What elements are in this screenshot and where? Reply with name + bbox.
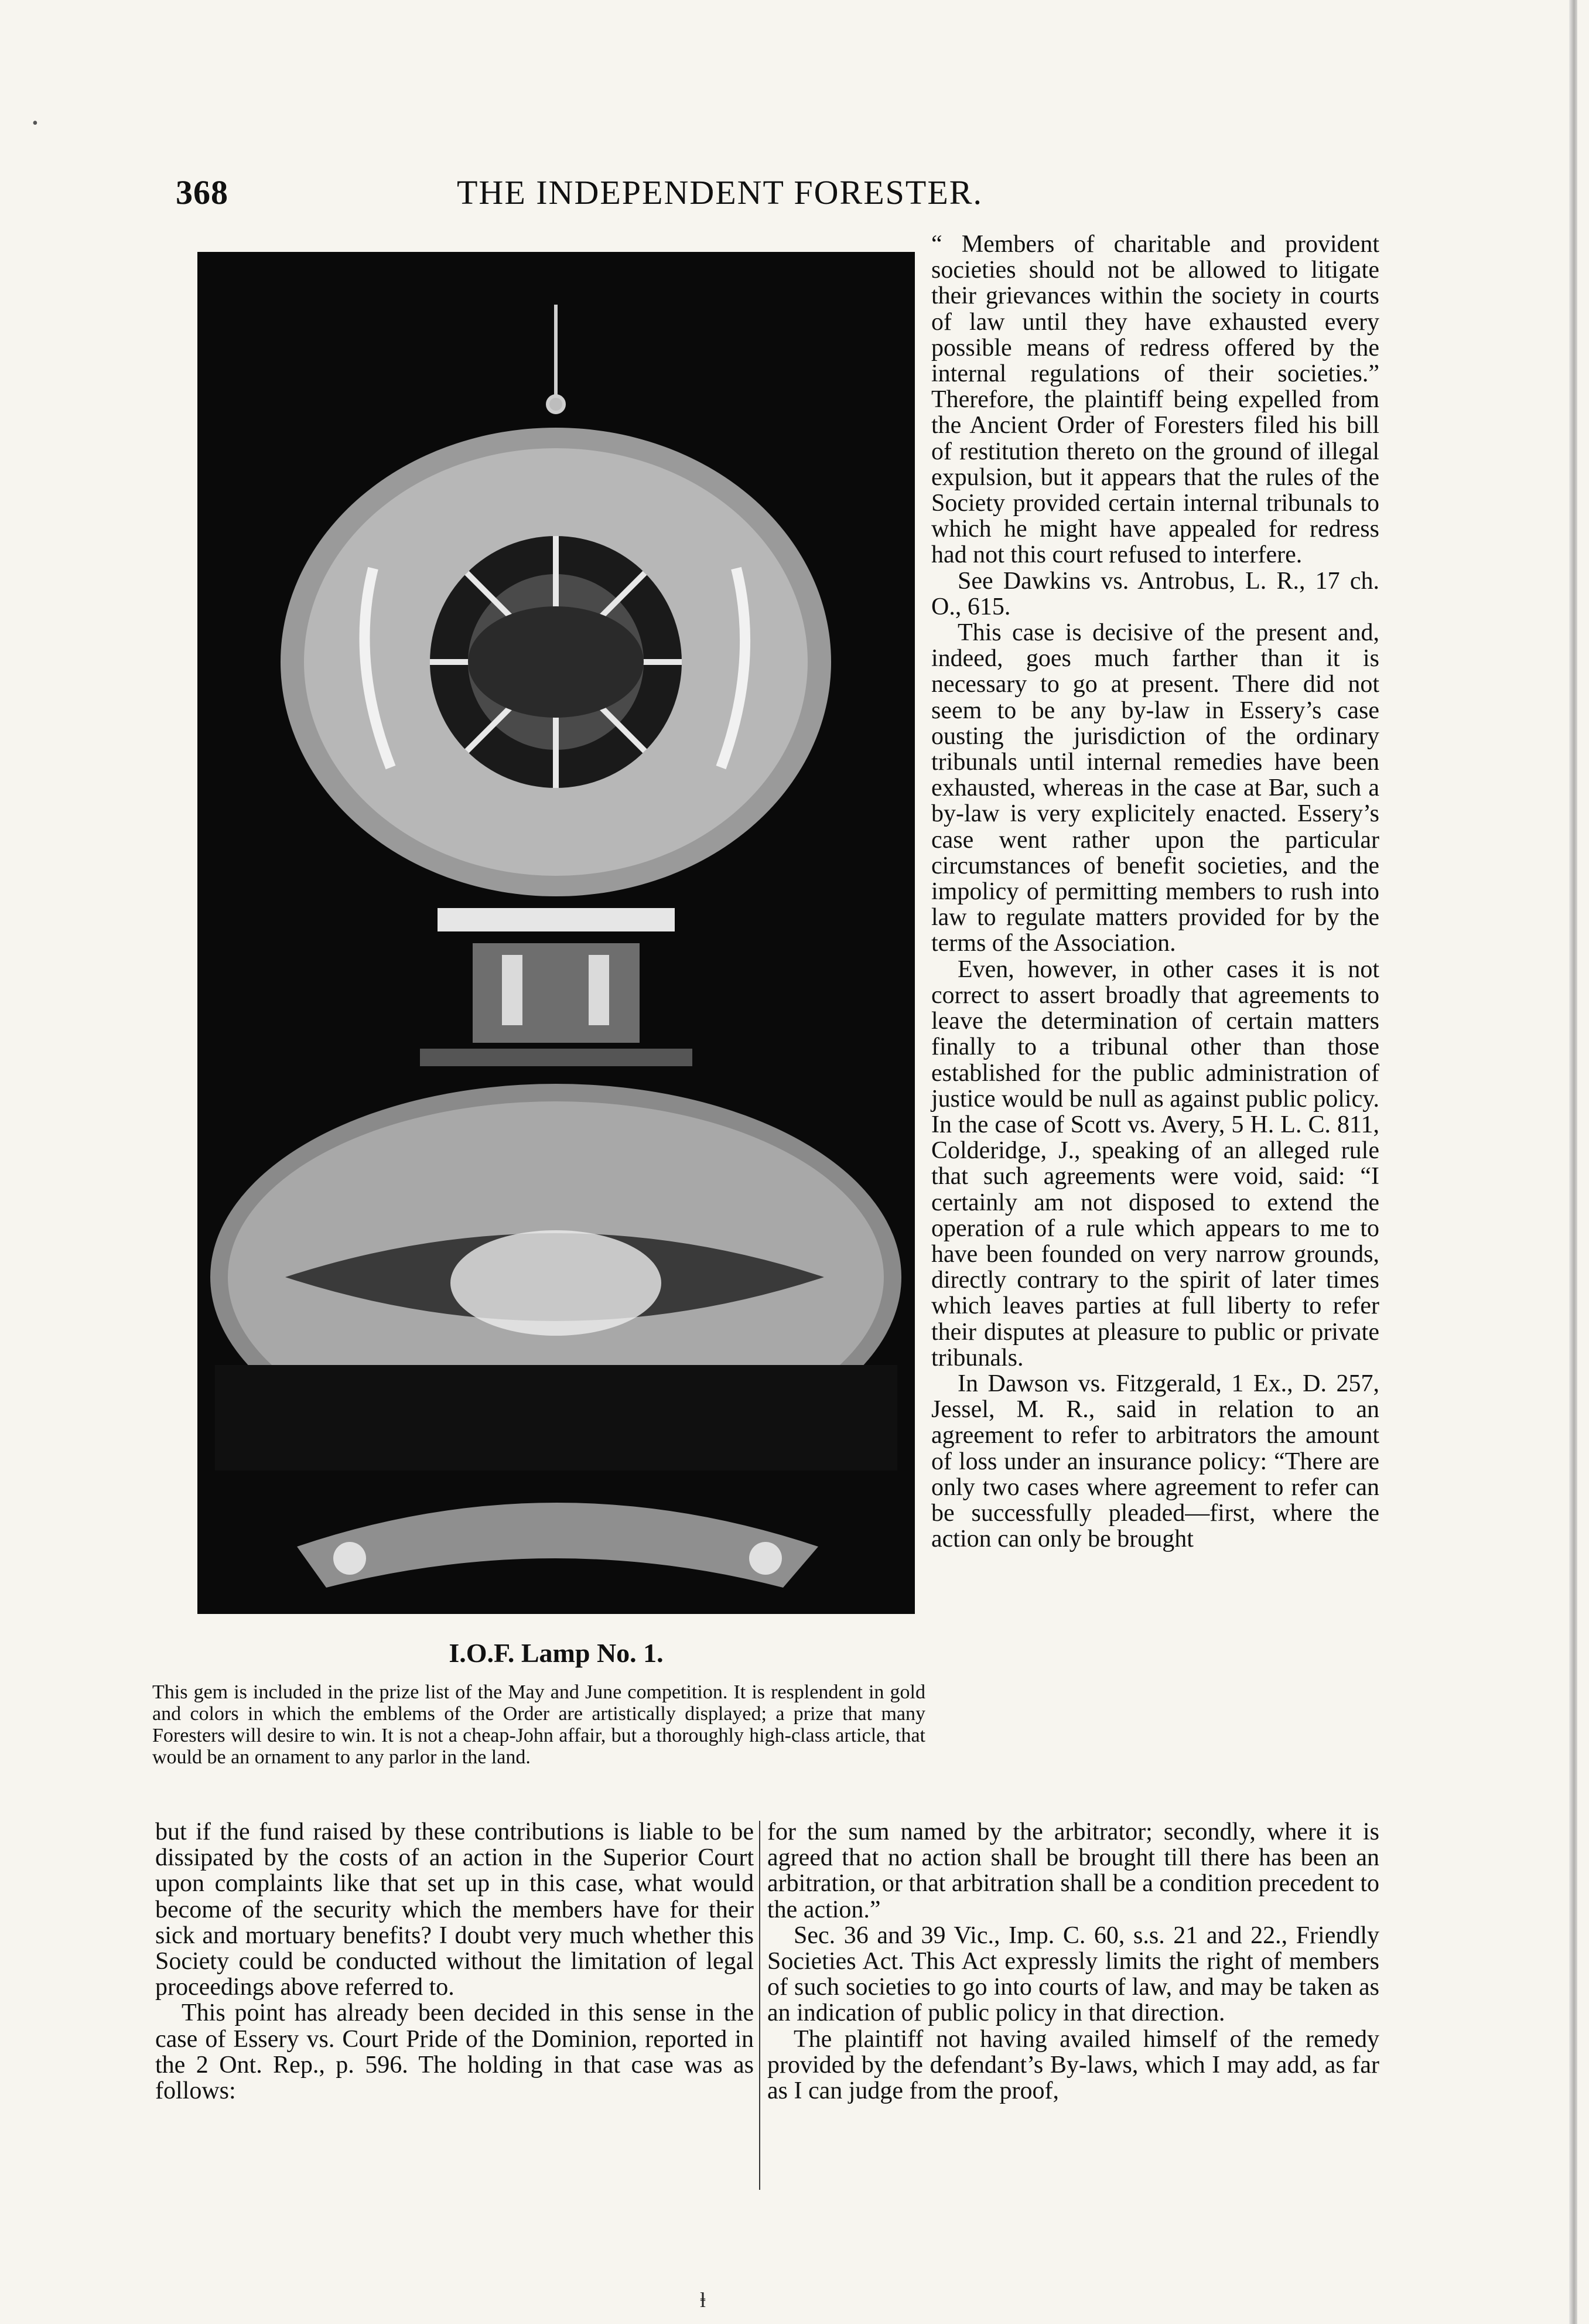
paragraph: This point has already been decided in this sense in the case of Essery vs. Court Pride of the Dominion, reported in the 2 Ont. Rep., p. 596. The holding in that case was as follows: [155,1999,754,2105]
stray-ink-mark: • [32,114,38,132]
lamp-font-bowl [210,1084,901,1470]
paragraph: but if the fund raised by these contributions is liable to be dissipated by the costs of an action in the Superior Court upon complaints like that set up in this case, what would become of the security which the members have for their sick and mortuary benefits? I doubt very much whether this Society could be conducted without the limitation of legal proceedings above referred to. [155,1818,754,2001]
paragraph: This case is decisive of the present and, indeed, goes much farther than it is necessary to go at present. There did not seem to be any by-law in Essery’s case ousting the jurisdiction of the ordinary tribunals until internal remedies have been exhausted, whereas in the case at Bar, such a by-law is very explicitely enacted. Essery’s case went rather upon the particular circumstances of benefit societies, and the impolicy of permitting members to rush into law to regulate matters provided for by the terms of the Association. [931,619,1379,957]
paragraph: In Dawson vs. Fitzgerald, 1 Ex., D. 257, Jessel, M. R., said in relation to an agreement to refer to arbitrators the amount of loss under an insurance policy: “There are only two cases where agreement to refer can be successfully pleaded—first, where the action can only be brought [931,1370,1379,1553]
paragraph: Sec. 36 and 39 Vic., Imp. C. 60, s.s. 21 and 22., Friendly Societies Act. This Act expressly limits the right of members of such societies to go into courts of law, and may be taken as an indication of public policy in that direction. [767,1922,1379,2027]
page-number: 368 [176,173,228,211]
paragraph: See Dawkins vs. Antrobus, L. R., 17 ch. O., 615. [931,567,1379,620]
paragraph: Even, however, in other cases it is not correct to assert broadly that agreements to leave the determination of certain matters finally to a tribunal other than those established for the public administration of justice would be null as against public policy. In the case of Scott vs. Avery, 5 H. L. C. 811, Colderidge, J., speaking of an alleged rule that such agreements were void, said: “I certainly am not disposed to extend the operation of a rule which appears to me to have been founded on very narrow grounds, directly contrary to the spirit of later times which leaves parties at full liberty to refer their disputes at pleasure to public or private tribunals. [931,955,1379,1371]
paragraph: “ Members of charitable and provident societies should not be allowed to litigate their grievances within the society in courts of law until they have exhausted every possible means of redress offered by the internal regulations of their societies.” Therefore, the plaintiff being expelled from the Ancient Order of Foresters filed his bill of restitution thereto on the ground of illegal expulsion, but it appears that the rules of the Society provided certain internal tribunals to which he might have appealed for redress had not this court refused to interfere. [931,231,1379,569]
right-column-bottom [767,1819,1379,2104]
column-divider [759,1821,760,2190]
lamp-illustration [197,252,915,1614]
lamp-engraving [197,252,915,1614]
figure-caption-title: I.O.F. Lamp No. 1. [449,1638,664,1668]
right-column-top [931,231,1379,1552]
footer-mark: ⱡ [700,2288,706,2312]
paragraph: for the sum named by the arbitrator; secondly, where it is agreed that no action shall be brought till there has been an arbitration, or that arbitration shall be a condition precedent to the action.” [767,1818,1379,1923]
running-title: THE INDEPENDENT FORESTER. [457,173,983,211]
paragraph: The plaintiff not having availed himself of the remedy provided by the defendant’s By-laws, which I may add, as far as I can judge from the proof, [767,2025,1379,2105]
lamp-globe [281,428,831,896]
figure-caption-body: This gem is included in the prize list of the May and June competition. It is resplendent in gold and colors in which the emblems of the Order are artistically displayed; a prize that many Foresters will desire to win. It is not a cheap-John affair, but a thoroughly high-class article, that would be an ornament to any parlor in the land. [152,1681,925,1768]
left-column-bottom [155,1819,754,2104]
page-edge-shadow [1569,0,1577,2324]
